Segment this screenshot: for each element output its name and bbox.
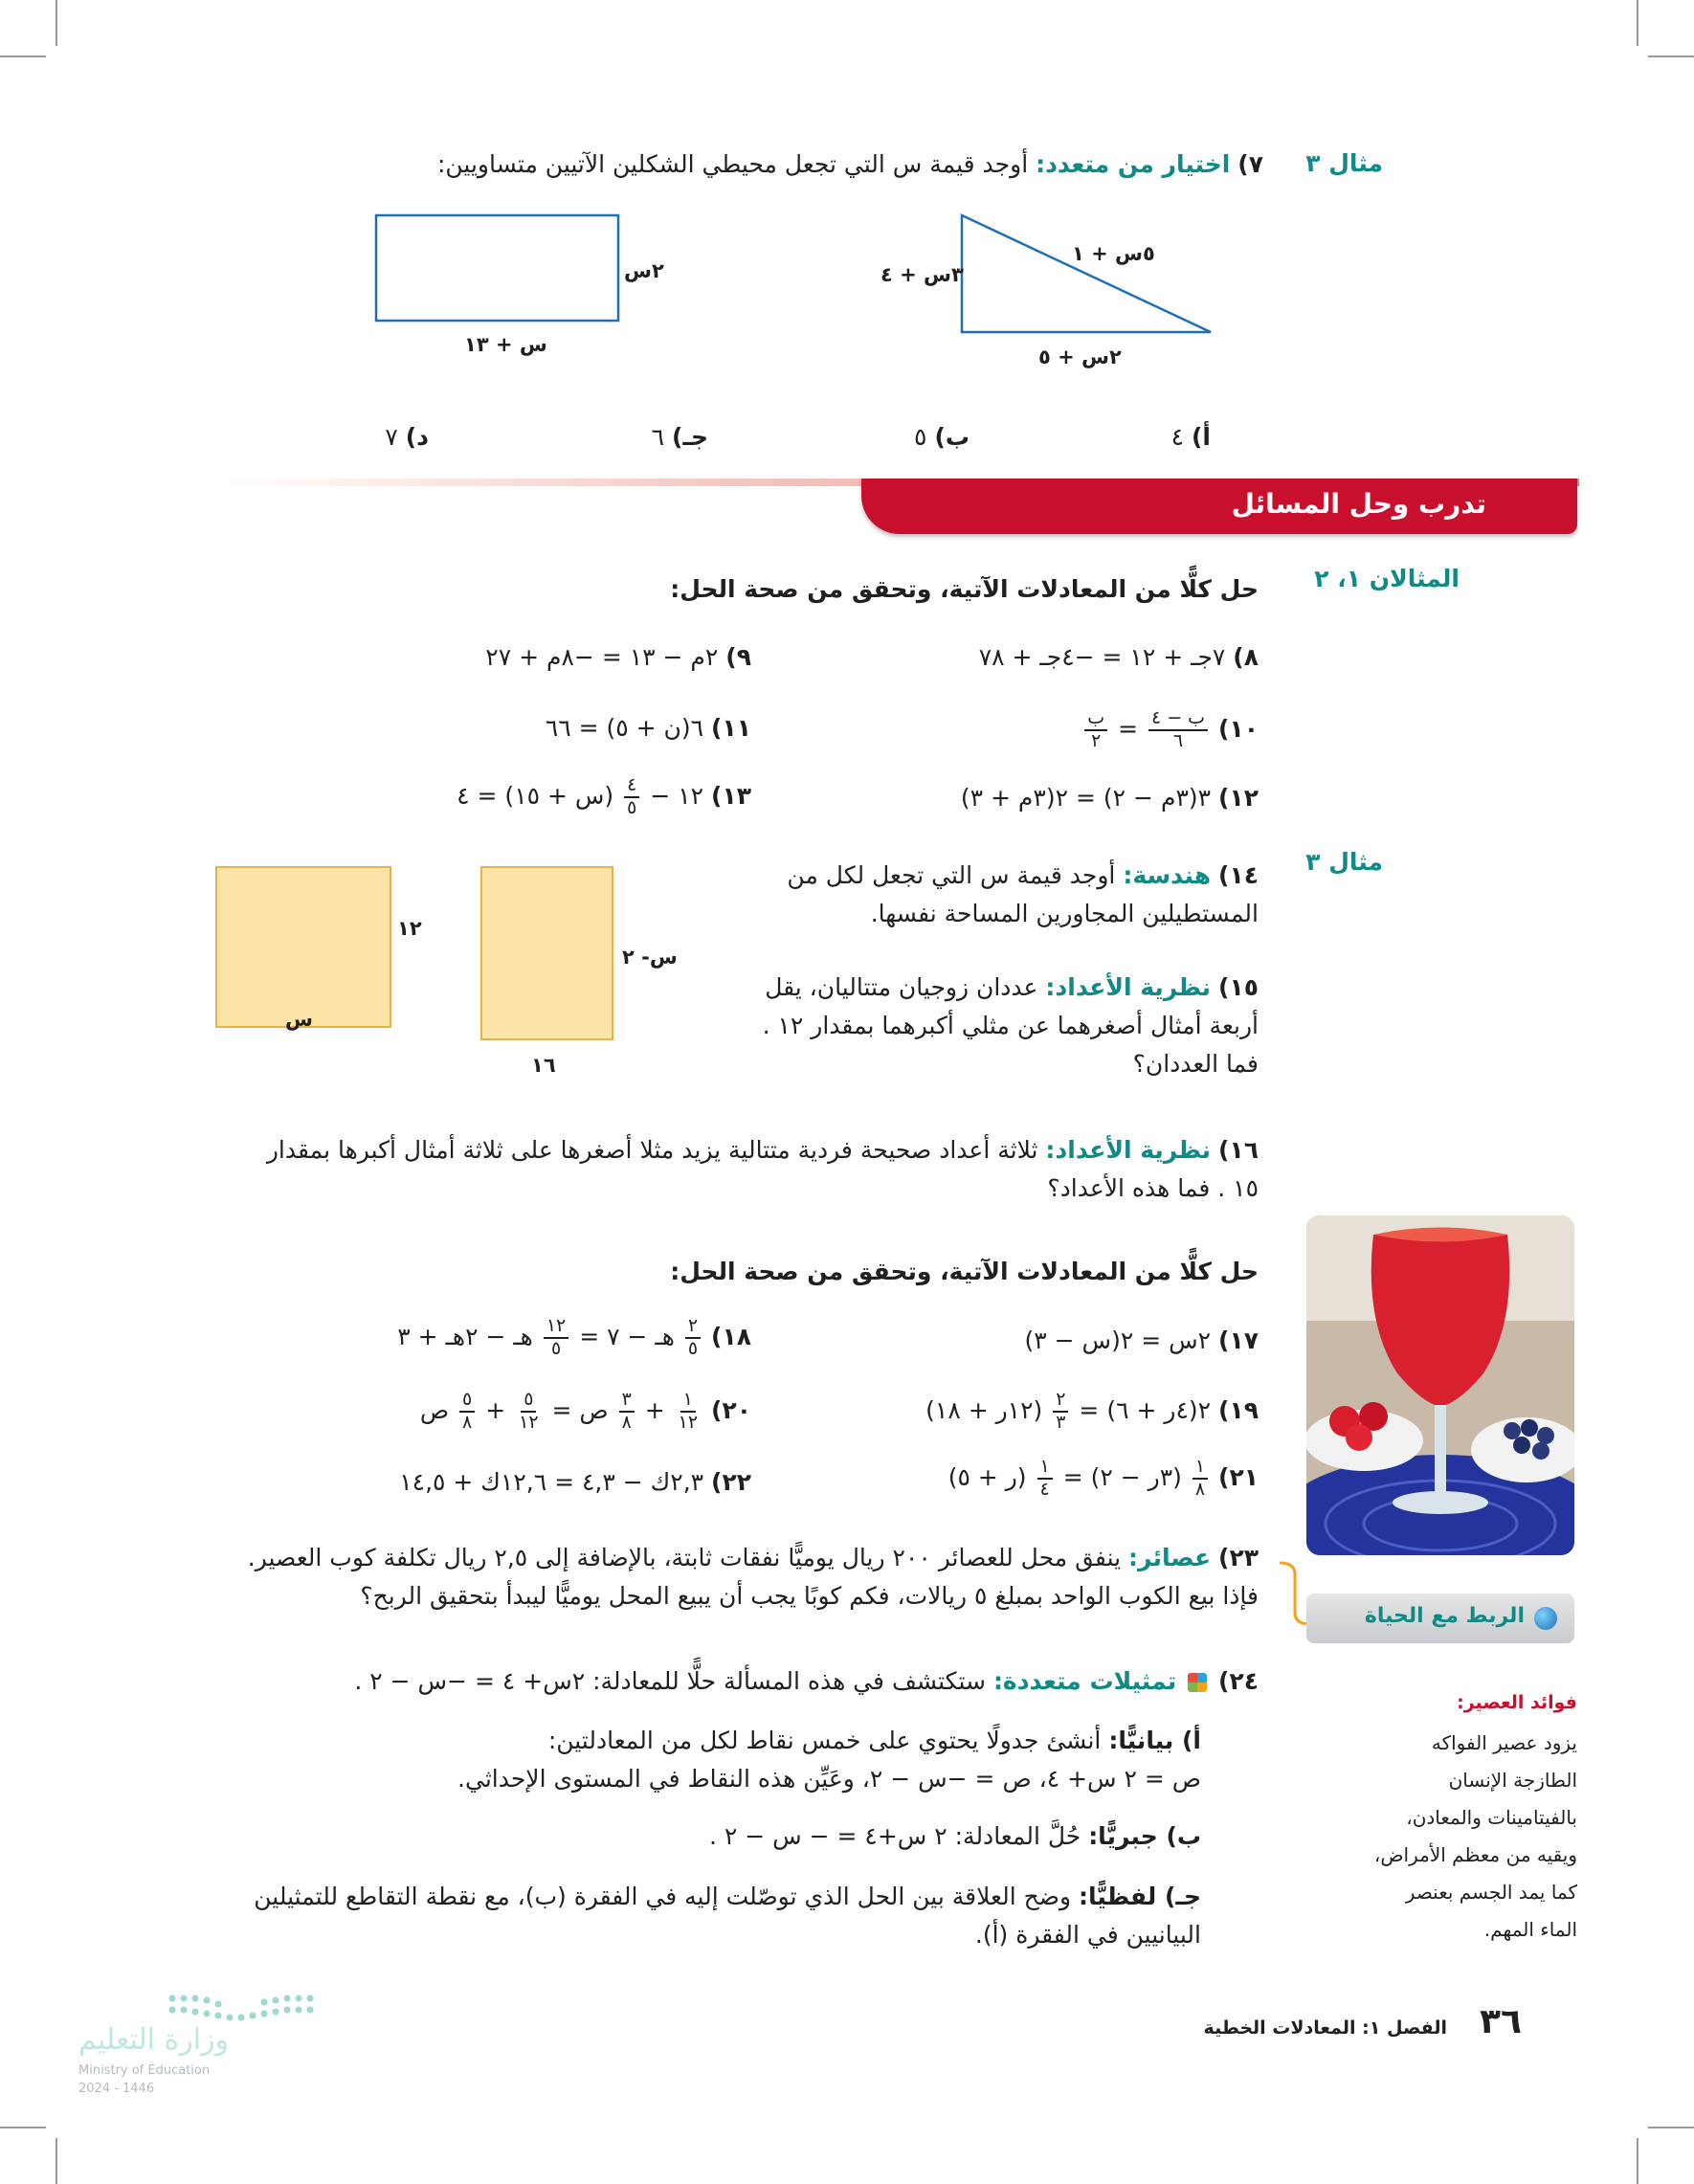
problem-label: اختيار من متعدد: [1036, 150, 1231, 178]
ministry-name-ar: وزارة التعليم [78, 2023, 230, 2057]
example-ref: مثال ٣ [1305, 848, 1383, 876]
benefit-text: يزود عصير الفواكه الطازجة الإنسان بالفيتامينات والمعادن، ويقيه من معظم الأمراض، كما يمد الجسم بعنصر الماء المهم. [1373, 1731, 1577, 1941]
life-connection-label: الربط مع الحياة [1364, 1604, 1525, 1628]
problem-number: ٧) [1237, 150, 1263, 178]
juice-illustration [1306, 1215, 1574, 1555]
problem-18: ١٨) $\frac{٢}{٥}$ هـ − ٧ = $\frac{١٢}{٥}$ هـ − ٢هـ + ٣ [397, 1315, 751, 1359]
fraction: $\frac{٥}{١٢}$ [519, 1389, 539, 1433]
fraction: $\frac{١}{٨}$ [1192, 1457, 1208, 1501]
crop-mark [1648, 2127, 1694, 2128]
choice-d[interactable]: د) ٧ [385, 423, 429, 451]
crop-mark [0, 56, 46, 57]
fraction: $\frac{\text{ب − ٤}}{٦}$ [1148, 708, 1208, 752]
problem-20: ٢٠) $\frac{١}{١٢}$ + $\frac{٣}{٨}$ ص = $\frac{٥}{١٢}$ + $\frac{٥}{٨}$ ص [419, 1389, 751, 1433]
crop-mark [1637, 0, 1638, 46]
part-c: جـ) لفظيًّا: وضح العلاقة بين الحل الذي توصّلت إليه في الفقرة (ب)، مع نقطة التقاطع للتمثيلين البيانيين في الفقرة (أ). [254, 1883, 1201, 1949]
part-a: أ) بيانيًّا: أنشئ جدولًا يحتوي على خمس نقاط لكل من المعادلتين: [547, 1727, 1201, 1754]
fraction: $\frac{١٢}{٥}$ [544, 1316, 568, 1360]
instruction: حل كلًّا من المعادلات الآتية، وتحقق من صحة الحل: [670, 575, 1259, 603]
fraction: $\frac{٤}{٥}$ [624, 775, 639, 819]
area-rectangle-2 [480, 866, 613, 1040]
problem-19: ١٩) ٢(٤ر + ٦) = $\frac{٢}{٣}$ (١٢ر + ١٨) [925, 1389, 1259, 1433]
ministry-name-en: Ministry of Education [78, 2063, 211, 2078]
problem-21: ٢١) $\frac{١}{٨}$ (٣ر − ٢) = $\frac{١}{٤}$ (ر + ٥) [947, 1456, 1259, 1500]
problem-14: ١٤) هندسة: أوجد قيمة س التي تجعل لكل من المستطيلين المجاورين المساحة نفسها. [787, 861, 1259, 927]
fraction: $\frac{٣}{٨}$ [619, 1390, 635, 1434]
triangle-shape [962, 215, 1211, 332]
choice-b[interactable]: ب) ٥ [914, 423, 970, 451]
area-rectangle-1 [215, 866, 391, 1028]
rect2-height-label: س- ٢ [622, 946, 678, 969]
multi-rep-icon [1188, 1673, 1207, 1692]
problem-15: ١٥) نظرية الأعداد: عددان زوجيان متتاليان، يقل أربعة أمثال أصغرهما عن مثلي أكبرهما بمقدار ١٢ . فما العددان؟ [762, 973, 1259, 1078]
globe-icon [1534, 1607, 1557, 1630]
rect1-height-label: ١٢ [397, 917, 422, 940]
problem-7 [437, 146, 1263, 183]
problem-text: أوجد قيمة س التي تجعل محيطي الشكلين الآتيين متساويين: [436, 150, 1029, 178]
juice-photo [1306, 1215, 1574, 1555]
problem-11: ١١) ٦(ن + ٥) = ٦٦ [545, 714, 751, 742]
fraction: $\frac{٢}{٥}$ [685, 1316, 701, 1360]
triangle-hyp-label: ٥س + ١ [1072, 242, 1155, 265]
section-banner [861, 479, 1577, 534]
chapter-ref: الفصل ١: المعادلات الخطية [1203, 2017, 1447, 2039]
choice-c[interactable]: جـ) ٦ [651, 423, 708, 451]
fraction: $\frac{\text{ب}}{٢}$ [1084, 708, 1107, 752]
part-a-line2: ص = ٢ س+ ٤، ص = −س − ٢، وعَيِّن هذه النقاط في المستوى الإحداثي. [457, 1765, 1201, 1793]
problem-8: ٨) ٧جـ + ١٢ = −٤جـ + ٧٨ [978, 643, 1259, 671]
benefit-title: فوائد العصير: [1457, 1692, 1577, 1713]
life-connection-box [1306, 1593, 1574, 1643]
problem-9: ٩) ٢م − ١٣ = −٨م + ٢٧ [485, 643, 751, 671]
example-ref: مثال ٣ [1305, 149, 1383, 177]
crop-mark [56, 0, 57, 46]
crop-mark [1648, 56, 1694, 57]
rectangle-shape [376, 215, 618, 321]
problem-24: ٢٤) تمثيلات متعددة: ستكتشف في هذه المسألة حلًّا للمعادلة: ٢س+ ٤ = −س − ٢ . [354, 1667, 1259, 1695]
problem-13: ١٣) ١٢ − $\frac{٤}{٥}$ (س + ١٥) = ٤ [457, 774, 751, 818]
ministry-year: 2024 - 1446 [78, 2082, 155, 2096]
problem-22: ٢٢) ٢,٣ك − ٤,٣ = ١٢,٦ك + ١٤,٥ [399, 1468, 751, 1496]
problem-16: ١٦) نظرية الأعداد: ثلاثة أعداد صحيحة فردية متتالية يزيد مثلا أصغرها على ثلاثة أمثال أكبرها بمقدار ١٥ . فما هذه الأعداد؟ [266, 1136, 1259, 1202]
example-ref: المثالان ١، ٢ [1314, 565, 1460, 592]
rect-side-label: ٢س [624, 259, 664, 282]
problem-23: ٢٣) عصائر: ينفق محل للعصائر ٢٠٠ ريال يوميًّا نفقات ثابتة، بالإضافة إلى ٢,٥ ريال تكلفة كوب العصير. فإذا بيع الكوب الواحد بمبلغ ٥ ريالات، فكم كوبًا يجب أن يبيع المحل يوميًّا ليبدأ بتحقيق الربح؟ [247, 1544, 1259, 1610]
problem-17: ١٧) ٢س = ٢(س − ٣) [1024, 1326, 1259, 1354]
fraction: $\frac{٢}{٣}$ [1053, 1390, 1068, 1434]
triangle-base-label: ٢س + ٥ [1038, 345, 1122, 368]
instruction: حل كلًّا من المعادلات الآتية، وتحقق من صحة الحل: [670, 1258, 1259, 1285]
triangle-side-label: ٣س + ٤ [880, 263, 964, 286]
page-number: ٣٦ [1480, 2002, 1522, 2041]
section-title: تدرب وحل المسائل [1231, 488, 1486, 520]
rect-base-label: س + ١٣ [464, 333, 547, 356]
choice-a[interactable]: أ) ٤ [1170, 423, 1211, 451]
rect2-width-label: ١٦ [531, 1054, 556, 1077]
ministry-logo-icon [163, 1989, 325, 2027]
rect1-width-label: س [285, 1008, 313, 1031]
crop-mark [1637, 2138, 1638, 2184]
fraction: $\frac{١}{٤}$ [1037, 1457, 1053, 1501]
crop-mark [0, 2127, 46, 2128]
problem-12: ١٢) ٣(٣م − ٢) = ٢(٣م + ٣) [960, 784, 1259, 812]
part-b: ب) جبريًّا: حُلَّ المعادلة: ٢ س+٤ = − س − ٢ . [708, 1822, 1201, 1850]
problem-10: ١٠) $\frac{\text{ب − ٤}}{٦}$ = $\frac{\text{ب}}{٢}$ [1081, 708, 1259, 752]
fraction: $\frac{١}{١٢}$ [678, 1389, 699, 1433]
fraction: $\frac{٥}{٨}$ [459, 1390, 475, 1434]
crop-mark [56, 2138, 57, 2184]
